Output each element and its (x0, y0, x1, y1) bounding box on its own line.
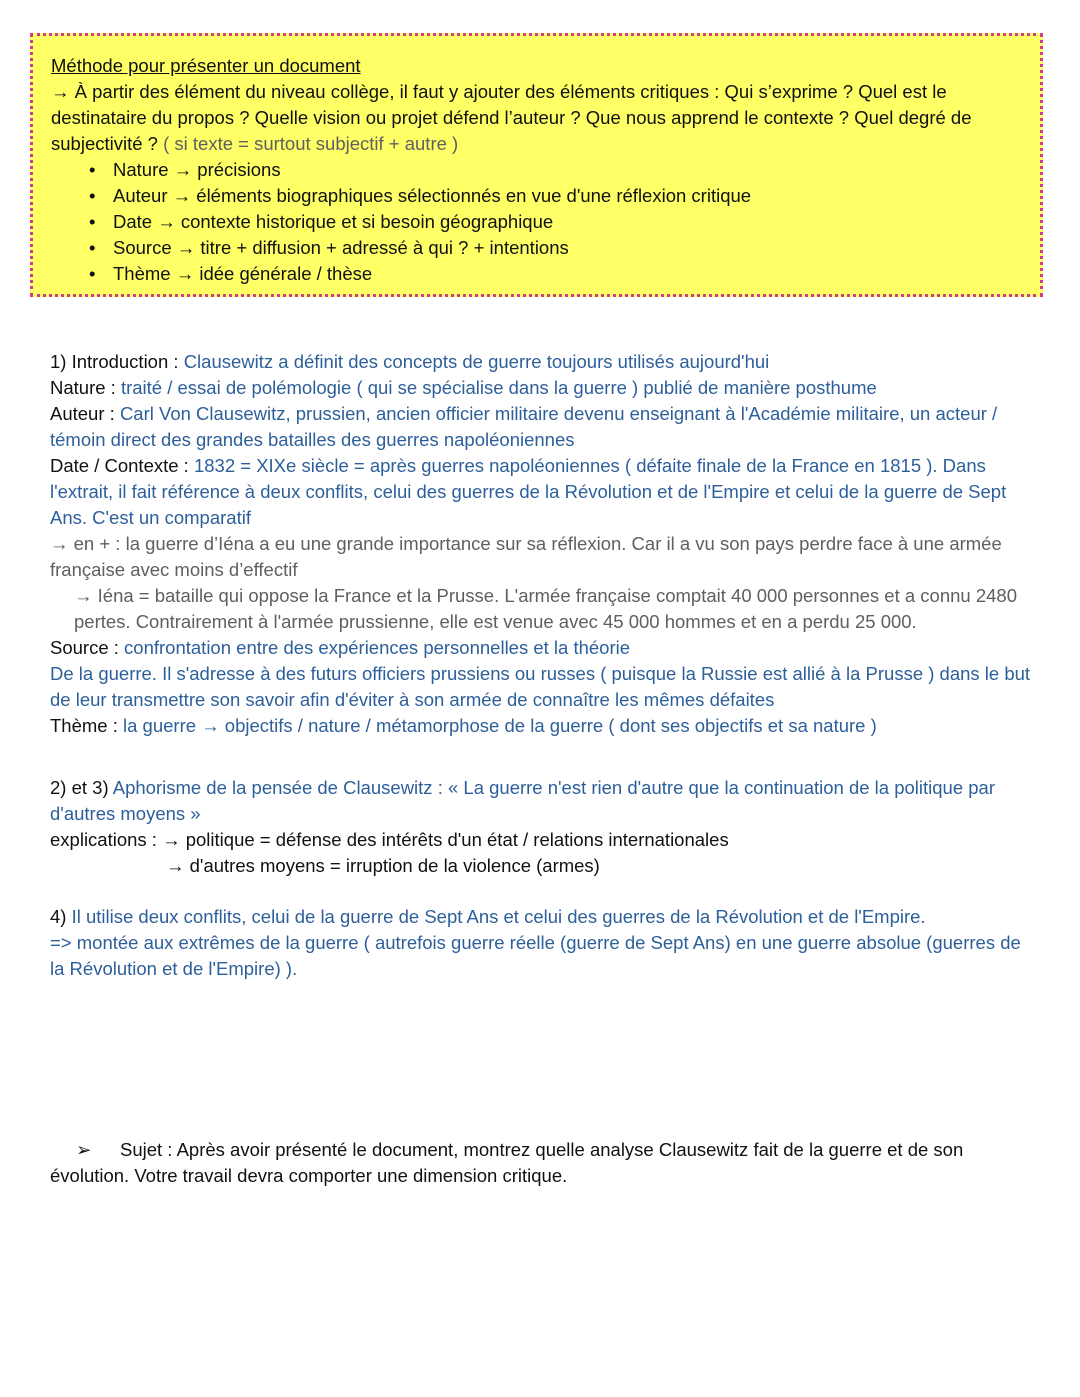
note-iena-battle: → Iéna = bataille qui oppose la France et la Prusse. L'armée française comptait 40 000 personnes et a connu 2480 pertes. Contrairement à l'armée prussienne, elle est venue avec 45 000 hommes et en a perdu 25 000. (74, 585, 1017, 632)
method-item-auteur: • Auteur → éléments biographiques sélectionnés en vue d'une réflexion critique (51, 183, 1022, 209)
sujet-section (50, 1137, 1040, 1189)
method-item-nature: • Nature → précisions (51, 157, 1022, 183)
theme-text: la guerre → objectifs / nature / métamorphose de la guerre ( dont ses objectifs et sa nature ) (123, 715, 877, 736)
method-item-theme: • Thème → idée générale / thèse (51, 261, 1022, 287)
auteur-line (50, 401, 1040, 453)
intro-text: Clausewitz a définit des concepts de guerre toujours utilisés aujourd'hui (183, 351, 770, 372)
method-box (30, 33, 1043, 297)
explications-line (50, 827, 1040, 853)
date-line (50, 453, 1040, 531)
nature-label: Nature : (50, 377, 116, 398)
method-intro (51, 79, 1022, 157)
aphorism-line (50, 775, 1040, 827)
explication-politique: → politique = défense des intérêts d'un état / relations internationales (162, 829, 729, 850)
intro-label: 1) Introduction : (50, 351, 179, 372)
auteur-text: Carl Von Clausewitz, prussien, ancien officier militaire devenu enseignant à l'Académie militaire, un acteur / témoin direct des grandes batailles des guerres napoléoniennes (50, 403, 998, 450)
conflicts-label: 4) (50, 906, 67, 927)
source-line (50, 635, 1040, 661)
arrow-bullet-icon: ➢ (76, 1139, 92, 1160)
auteur-label: Auteur : (50, 403, 115, 424)
date-text: 1832 = XIXe siècle = après guerres napoléoniennes ( défaite finale de la France en 1815 ). Dans l'extrait, il fait référence à deux conflits, celui des guerres de la Révolution et de l'Empire et celui de la guerre de Sept Ans. C'est un comparatif (50, 455, 1007, 528)
note-iena-importance: → en + : la guerre d’Iéna a eu une grande importance sur sa réflexion. Car il a vu son pays perdre face à une armée française avec moins d’effectif (50, 533, 1002, 580)
conflicts-line (50, 904, 1040, 930)
intro-line (50, 349, 1040, 375)
source-text: confrontation entre des expériences personnelles et la théorie (124, 637, 631, 658)
section-2-3 (50, 775, 1040, 879)
theme-line (50, 713, 1040, 739)
aphorism-label: 2) et 3) (50, 777, 109, 798)
source-detail: De la guerre. Il s'adresse à des futurs officiers prussiens ou russes ( puisque la Russie est allié à la Prusse ) dans le but de leur transmettre son savoir afin d'éviter à son armée de connaître les mêmes défaites (50, 663, 1031, 710)
explication-moyens: → d'autres moyens = irruption de la violence (armes) (166, 855, 600, 876)
source-label: Source : (50, 637, 119, 658)
sujet-line (50, 1137, 1040, 1189)
nature-text: traité / essai de polémologie ( qui se spécialise dans la guerre ) publié de manière posthume (120, 377, 877, 398)
extremes-text: => montée aux extrêmes de la guerre ( autrefois guerre réelle (guerre de Sept Ans) en une guerre absolue (guerres de la Révolution et de l'Empire) ). (50, 932, 1021, 979)
aphorism-text: Aphorisme de la pensée de Clausewitz : « La guerre n'est rien d'autre que la continuation de la politique par d'autres moyens » (50, 777, 995, 824)
method-intro-text: → À partir des élément du niveau collège, il faut y ajouter des éléments critiques : Qui s’exprime ? Quel est le destinataire du propos ? Quelle vision ou projet défend l’auteur ? Que nous apprend le contexte ? Quel degré de subjectivité ? (51, 81, 972, 154)
theme-label: Thème : (50, 715, 118, 736)
method-item-date: • Date → contexte historique et si besoin géographique (51, 209, 1022, 235)
section-4 (50, 904, 1040, 982)
method-intro-note: ( si texte = surtout subjectif + autre ) (163, 133, 459, 154)
method-list (51, 157, 1022, 287)
explications-label: explications : (50, 829, 157, 850)
method-item-source: • Source → titre + diffusion + adressé à qui ? + intentions (51, 235, 1022, 261)
section-1 (50, 349, 1040, 739)
nature-line (50, 375, 1040, 401)
method-title: Méthode pour présenter un document (51, 55, 361, 76)
sujet-text: Sujet : Après avoir présenté le document, montrez quelle analyse Clausewitz fait de la guerre et de son évolution. Votre travail devra comporter une dimension critique. (50, 1139, 964, 1186)
conflicts-text: Il utilise deux conflits, celui de la guerre de Sept Ans et celui des guerres de la Révolution et de l'Empire. (71, 906, 926, 927)
date-label: Date / Contexte : (50, 455, 189, 476)
